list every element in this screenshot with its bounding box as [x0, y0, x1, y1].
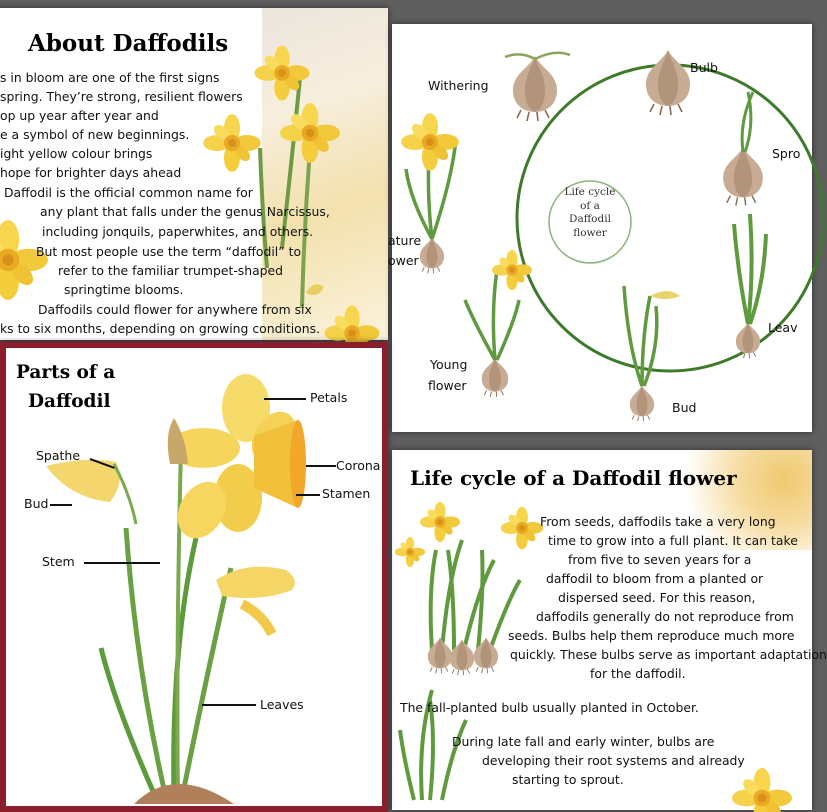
lc2-line: dispersed seed. For this reason,	[558, 590, 756, 605]
label-mature-bottom: ower	[388, 253, 419, 268]
label-bulb: Bulb	[690, 60, 718, 75]
about-line: including jonquils, paperwhites, and others.	[42, 224, 314, 239]
label-young-bottom: flower	[428, 378, 467, 393]
about-line: springtime blooms.	[64, 282, 184, 297]
about-line: any plant that falls under the genus Narcissus,	[40, 204, 330, 219]
about-line: e a symbol of new beginnings.	[0, 127, 190, 142]
label-stamen: Stamen	[322, 486, 371, 501]
center-line: flower	[573, 226, 607, 239]
lc2-line: daffodil to bloom from a planted or	[546, 571, 764, 586]
about-line: But most people use the term “daffodil” to	[36, 244, 302, 259]
center-label	[549, 186, 631, 240]
lc2-line: developing their root systems and already	[482, 753, 745, 768]
anatomy-illustration	[6, 348, 382, 808]
label-leaves: Leav	[768, 320, 798, 335]
life-cycle-wheel-card	[388, 24, 812, 432]
stem-pointer	[84, 562, 160, 564]
corona-pointer	[306, 465, 336, 467]
label-petals: Petals	[310, 390, 348, 405]
lc2-corner-flower	[718, 768, 812, 810]
label-stem: Stem	[42, 554, 75, 569]
about-line: hope for brighter days ahead	[0, 165, 182, 180]
about-daffodils-card	[0, 8, 388, 340]
label-spathe: Spathe	[36, 448, 81, 463]
lc2-line: seeds. Bulbs help them reproduce much more	[508, 628, 795, 643]
about-line: Daffodil is the official common name for	[4, 185, 253, 200]
lc2-paragraph-2: The fall-planted bulb usually planted in October.	[400, 700, 699, 715]
lc2-title: Life cycle of a Daffodil flower	[410, 466, 737, 490]
petals-pointer	[264, 398, 306, 400]
lc2-line: for the daffodil.	[590, 666, 686, 681]
parts-of-daffodil-card	[0, 342, 388, 812]
parts-title-line2: Daffodil	[28, 391, 111, 412]
label-mature-top: ature	[388, 233, 422, 248]
lc2-line: from five to seven years for a	[568, 552, 752, 567]
label-corona: Corona	[336, 458, 381, 473]
lc2-line: time to grow into a full plant. It can take	[548, 533, 798, 548]
about-line: op up year after year and	[0, 108, 159, 123]
about-line: ight yellow colour brings	[0, 146, 153, 161]
about-line: refer to the familiar trumpet-shaped	[58, 263, 284, 278]
label-withering: Withering	[428, 78, 489, 93]
lc2-line: From seeds, daffodils take a very long	[540, 514, 776, 529]
center-line: Daffodil	[569, 213, 611, 225]
center-line: of a	[580, 199, 600, 212]
stamen-pointer	[296, 494, 320, 496]
about-line: s in bloom are one of the first signs	[0, 70, 220, 85]
about-line: Daffodils could flower for anywhere from six	[38, 302, 312, 317]
about-line: ks to six months, depending on growing conditions.	[0, 321, 321, 336]
bud-pointer	[50, 504, 72, 506]
about-line: spring. They’re strong, resilient flowers	[0, 89, 243, 104]
label-young-top: Young	[430, 357, 468, 372]
lc2-line: During late fall and early winter, bulbs are	[452, 734, 715, 749]
about-title: About Daffodils	[28, 30, 229, 57]
parts-title-line1: Parts of a	[16, 362, 116, 383]
label-leaves: Leaves	[260, 697, 304, 712]
life-cycle-text-card	[392, 450, 827, 810]
label-bud: Bud	[24, 496, 49, 511]
lc2-line: starting to sprout.	[512, 772, 624, 787]
lc2-line: quickly. These bulbs serve as important adaptation	[510, 647, 827, 662]
label-sprout: Spro	[772, 146, 801, 161]
lc2-line: daffodils generally do not reproduce from	[536, 609, 794, 624]
center-line: Life cycle	[564, 186, 616, 198]
label-bud: Bud	[672, 400, 697, 415]
leaves-pointer	[202, 704, 256, 706]
